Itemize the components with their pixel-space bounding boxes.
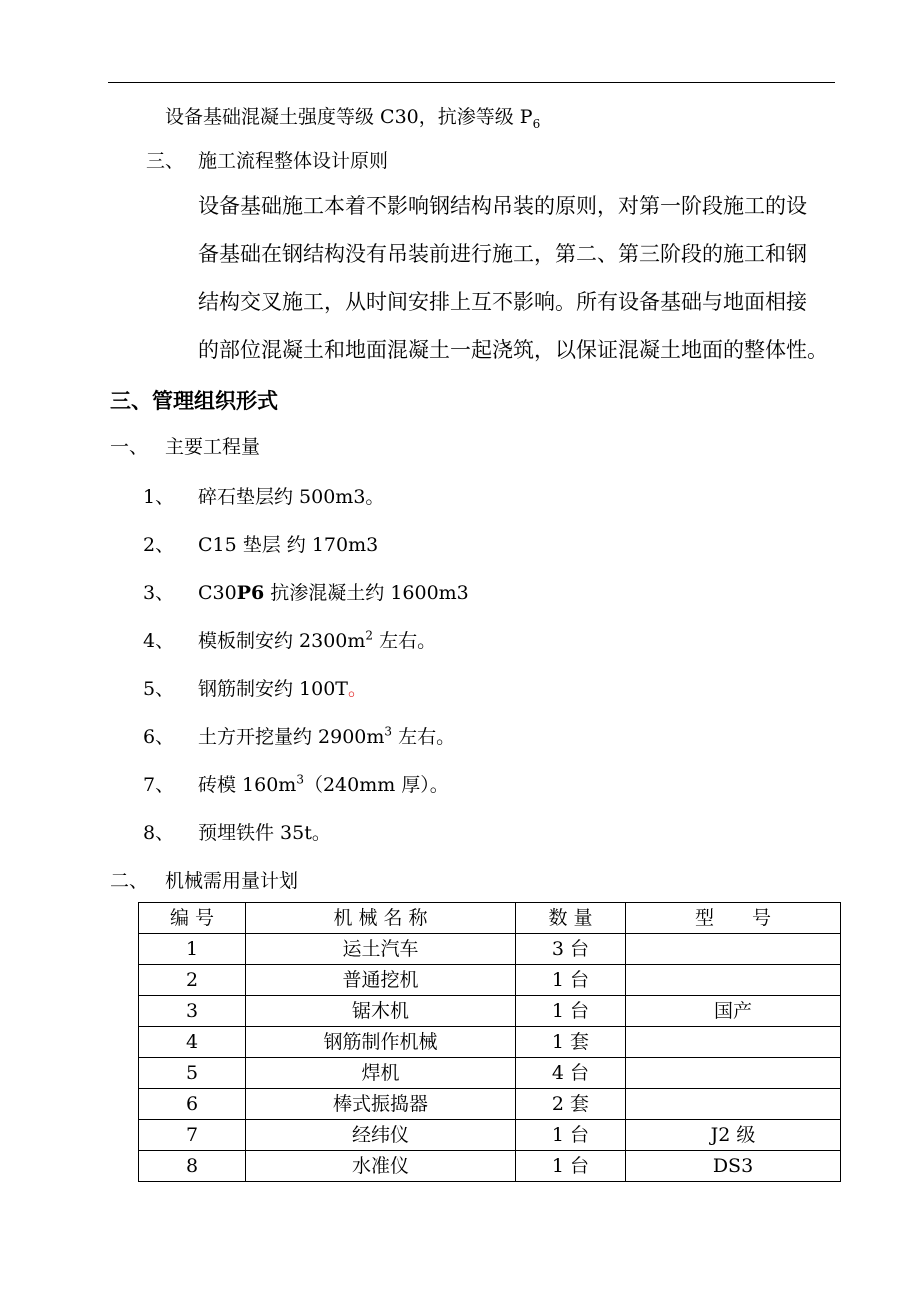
header-machine-name: 机 械 名 称: [246, 903, 516, 934]
cell-model: [626, 1089, 841, 1120]
machinery-section-number: 二、: [110, 870, 149, 892]
cell-model: 国产: [626, 996, 841, 1027]
cell-model: [626, 1027, 841, 1058]
cell-quantity: 2 套: [516, 1089, 626, 1120]
process-paragraph-line-2: 备基础在钢结构没有吊装前进行施工，第二、第三阶段的施工和钢: [198, 242, 807, 266]
cell-model: [626, 934, 841, 965]
main-heading: 三、管理组织形式: [110, 389, 278, 413]
header-rule: [108, 82, 835, 83]
cell-machine: 焊机: [246, 1058, 516, 1089]
cell-number: 4: [139, 1027, 246, 1058]
header-number: 编 号: [139, 903, 246, 934]
process-paragraph-line-4: 的部位混凝土和地面混凝土一起浇筑，以保证混凝土地面的整体性。: [198, 338, 828, 362]
cell-machine: 经纬仪: [246, 1120, 516, 1151]
cell-quantity: 1 套: [516, 1027, 626, 1058]
process-section-number: 三、: [146, 150, 185, 172]
cell-number: 1: [139, 934, 246, 965]
table-row: [139, 1151, 841, 1182]
table-row: [139, 1058, 841, 1089]
intro-subscript: 6: [532, 116, 541, 131]
cell-machine: 棒式振捣器: [246, 1089, 516, 1120]
quantity-2-text: C15 垫层 约 170m3: [198, 534, 379, 556]
cell-machine: 锯木机: [246, 996, 516, 1027]
quantity-6-text: 土方开挖量约 $2900m^3$ 左右。: [198, 724, 456, 748]
cell-model: [626, 965, 841, 996]
cell-model: DS3: [626, 1151, 841, 1182]
quantity-3-text: C30P6 抗渗混凝土约 1600m3: [198, 582, 469, 604]
cell-quantity: 4 台: [516, 1058, 626, 1089]
cell-model: J2 级: [626, 1120, 841, 1151]
quantity-1-text: 碎石垫层约 500m3。: [198, 486, 385, 508]
quantities-section-number: 一、: [110, 436, 149, 458]
quantity-6-number: 6、: [143, 726, 175, 748]
cell-number: 3: [139, 996, 246, 1027]
cell-number: 5: [139, 1058, 246, 1089]
quantity-8-text: 预埋铁件 35t。: [198, 822, 331, 844]
table-row: [139, 934, 841, 965]
table-row: [139, 965, 841, 996]
cell-machine: 水准仪: [246, 1151, 516, 1182]
cell-quantity: 1 台: [516, 996, 626, 1027]
cell-number: 2: [139, 965, 246, 996]
cell-quantity: 1 台: [516, 1120, 626, 1151]
cell-quantity: 1 台: [516, 1151, 626, 1182]
quantity-2-number: 2、: [143, 534, 175, 556]
cell-quantity: 3 台: [516, 934, 626, 965]
cell-model: [626, 1058, 841, 1089]
quantity-8-number: 8、: [143, 822, 175, 844]
cell-number: 8: [139, 1151, 246, 1182]
cell-number: 6: [139, 1089, 246, 1120]
quantity-7-number: 7、: [143, 774, 175, 796]
machinery-table: [138, 902, 841, 1182]
process-paragraph-line-1: 设备基础施工本着不影响钢结构吊装的原则，对第一阶段施工的设: [198, 194, 807, 218]
table-row: [139, 996, 841, 1027]
cell-number: 7: [139, 1120, 246, 1151]
table-row: [139, 1027, 841, 1058]
cell-quantity: 1 台: [516, 965, 626, 996]
cell-machine: 运土汽车: [246, 934, 516, 965]
table-row: [139, 1120, 841, 1151]
table-header-row: [139, 903, 841, 934]
quantity-5-text: 钢筋制安约 100T。: [198, 678, 367, 700]
quantity-4-number: 4、: [143, 630, 175, 652]
quantities-section-title: 主要工程量: [165, 436, 261, 458]
quantity-7-text: 砖模 $160m^3(240mm$ 厚）。: [198, 772, 449, 796]
cell-machine: 钢筋制作机械: [246, 1027, 516, 1058]
header-model: 型 号: [626, 903, 841, 934]
process-section-title: 施工流程整体设计原则: [198, 150, 389, 172]
quantity-3-number: 3、: [143, 582, 175, 604]
quantity-4-text: 模板制安约 $2300m^2$ 左右。: [198, 628, 437, 652]
header-quantity: 数 量: [516, 903, 626, 934]
quantity-5-number: 5、: [143, 678, 175, 700]
machinery-section-title: 机械需用量计划: [165, 870, 299, 892]
process-paragraph-line-3: 结构交叉施工，从时间安排上互不影响。所有设备基础与地面相接: [198, 290, 807, 314]
table-row: [139, 1089, 841, 1120]
intro-line: [165, 102, 540, 131]
intro-text: 设备基础混凝土强度等级 C30，抗渗等级 P: [165, 106, 533, 128]
cell-machine: 普通挖机: [246, 965, 516, 996]
quantity-1-number: 1、: [143, 486, 175, 508]
